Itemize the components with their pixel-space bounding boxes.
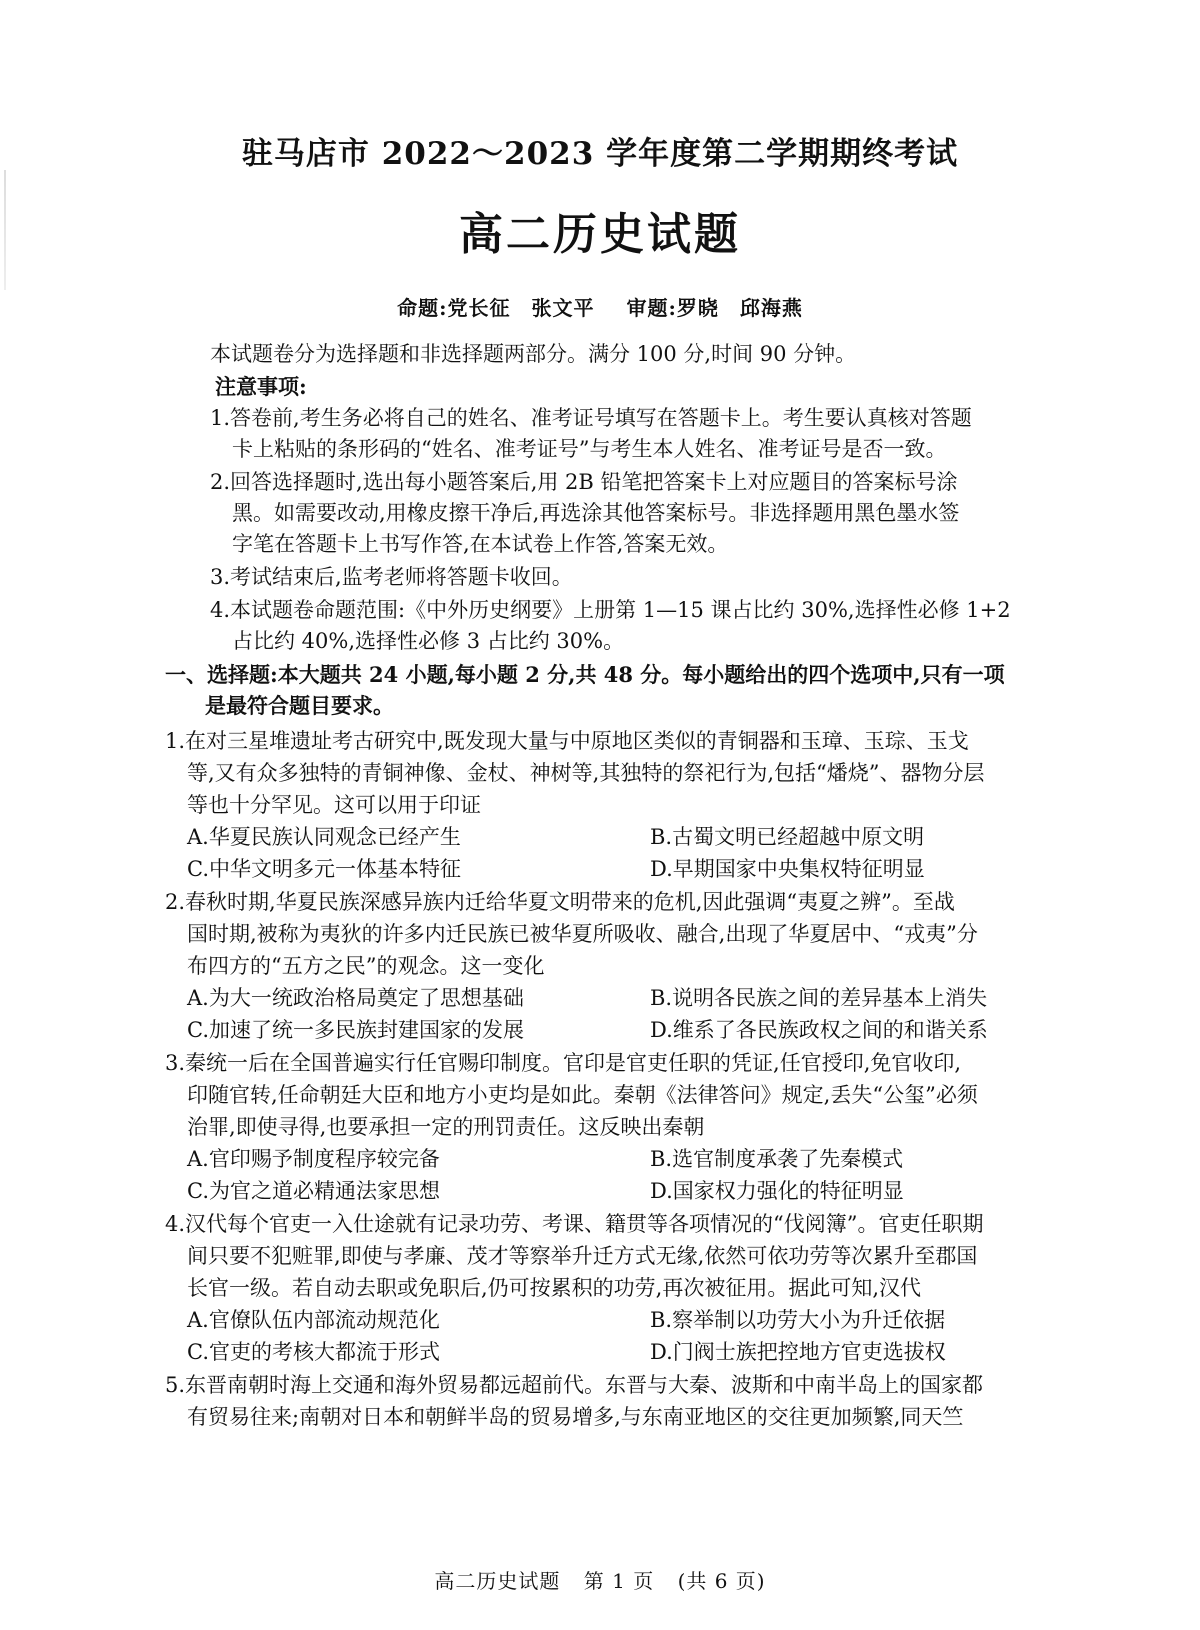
q3-option-c: C.为官之道必精通法家思想 [187,1179,440,1203]
setters: 命题:党长征 张文平 [397,296,595,320]
q4-option-d: D.门阀士族把控地方官吏选拔权 [650,1340,946,1364]
notice-item-4-line-1: 4.本试题卷命题范围:《中外历史纲要》上册第 1—15 课占比约 30%,选择性必修 1+2 [210,598,1011,622]
page-footer [0,1565,1200,1594]
q2-option-d: D.维系了各民族政权之间的和谐关系 [650,1018,988,1042]
q1-option-b: B.古蜀文明已经超越中原文明 [650,825,925,849]
intro-text: 本试题卷分为选择题和非选择题两部分。满分 100 分,时间 90 分钟。 [210,342,857,366]
reviewers: 审题:罗晓 邱海燕 [626,296,803,320]
q1-option-a: A.华夏民族认同观念已经产生 [187,825,461,849]
notice-item-2-line-2: 黑。如需要改动,用橡皮擦干净后,再选涂其他答案标号。非选择题用黑色墨水签 [232,501,960,525]
q2-stem-line-1: 2.春秋时期,华夏民族深感异族内迁给华夏文明带来的危机,因此强调“夷夏之辨”。至战 [165,890,955,914]
notice-heading: 注意事项: [215,374,307,399]
subject-title: 高二历史试题 [459,209,741,260]
q3-option-b: B.选官制度承袭了先秦模式 [650,1147,904,1171]
notice-item-4-line-2: 占比约 40%,选择性必修 3 占比约 30%。 [232,629,625,653]
q2-option-b: B.说明各民族之间的差异基本上消失 [650,986,988,1010]
footer-page-number: 第 1 页 [583,1569,655,1593]
q3-option-d: D.国家权力强化的特征明显 [650,1179,904,1203]
q2-option-c: C.加速了统一多民族封建国家的发展 [187,1018,524,1042]
notice-item-2-line-1: 2.回答选择题时,选出每小题答案后,用 2B 铅笔把答案卡上对应题目的答案标号涂 [210,470,958,494]
q1-stem-line-2: 等,又有众多独特的青铜神像、金杖、神树等,其独特的祭祀行为,包括“燔烧”、器物分层 [187,761,985,785]
section-1-heading-line-2: 是最符合题目要求。 [205,693,394,718]
q5-stem-line-1: 5.东晋南朝时海上交通和海外贸易都远超前代。东晋与大秦、波斯和中南半岛上的国家都 [165,1373,984,1397]
q2-stem-line-3: 布四方的“五方之民”的观念。这一变化 [187,954,545,978]
q4-stem-line-1: 4.汉代每个官吏一入仕途就有记录功劳、考课、籍贯等各项情况的“伐阅簿”。官吏任职期 [165,1212,984,1236]
q1-stem-line-3: 等也十分罕见。这可以用于印证 [187,793,481,817]
notice-item-1-line-2: 卡上粘贴的条形码的“姓名、准考证号”与考生本人姓名、准考证号是否一致。 [232,437,947,461]
q2-option-a: A.为大一统政治格局奠定了思想基础 [187,986,524,1010]
q1-stem-line-1: 1.在对三星堆遗址考古研究中,既发现大量与中原地区类似的青铜器和玉璋、玉琮、玉戈 [165,729,969,753]
q3-stem-line-3: 治罪,即使寻得,也要承担一定的刑罚责任。这反映出秦朝 [187,1115,705,1139]
q3-option-a: A.官印赐予制度程序较完备 [187,1147,440,1171]
q5-stem-line-2: 有贸易往来;南朝对日本和朝鲜半岛的贸易增多,与东南亚地区的交往更加频繁,同天竺 [187,1405,964,1429]
footer-total-pages: (共 6 页) [677,1569,766,1593]
notice-item-1-line-1: 1.答卷前,考生务必将自己的姓名、准考证号填写在答题卡上。考生要认真核对答题 [210,406,972,430]
exam-title: 驻马店市 2022～2023 学年度第二学期期终考试 [241,136,959,172]
notice-item-3-line-1: 3.考试结束后,监考老师将答题卡收回。 [210,565,573,589]
q4-option-c: C.官吏的考核大都流于形式 [187,1340,440,1364]
q4-stem-line-2: 间只要不犯赃罪,即使与孝廉、茂才等察举升迁方式无缘,依然可依功劳等次累升至郡国 [187,1244,978,1268]
q4-stem-line-3: 长官一级。若自动去职或免职后,仍可按累积的功劳,再次被征用。据此可知,汉代 [187,1276,922,1300]
q3-stem-line-1: 3.秦统一后在全国普遍实行任官赐印制度。官印是官吏任职的凭证,任官授印,免官收印, [165,1051,962,1075]
notice-item-2-line-3: 字笔在答题卡上书写作答,在本试卷上作答,答案无效。 [232,532,729,556]
section-1-heading-line-1: 一、选择题:本大题共 24 小题,每小题 2 分,共 48 分。每小题给出的四个选项中,只有一项 [165,662,1005,687]
q4-option-b: B.察举制以功劳大小为升迁依据 [650,1308,946,1332]
q3-stem-line-2: 印随官转,任命朝廷大臣和地方小吏均是如此。秦朝《法律答问》规定,丢失“公玺”必须 [187,1083,978,1107]
authors-line [0,292,1200,321]
q1-option-c: C.中华文明多元一体基本特征 [187,857,461,881]
q4-option-a: A.官僚队伍内部流动规范化 [187,1308,440,1332]
footer-subject: 高二历史试题 [434,1569,561,1593]
q1-option-d: D.早期国家中央集权特征明显 [650,857,925,881]
q2-stem-line-2: 国时期,被称为夷狄的许多内迁民族已被华夏所吸收、融合,出现了华夏居中、“戎夷”分 [187,922,978,946]
